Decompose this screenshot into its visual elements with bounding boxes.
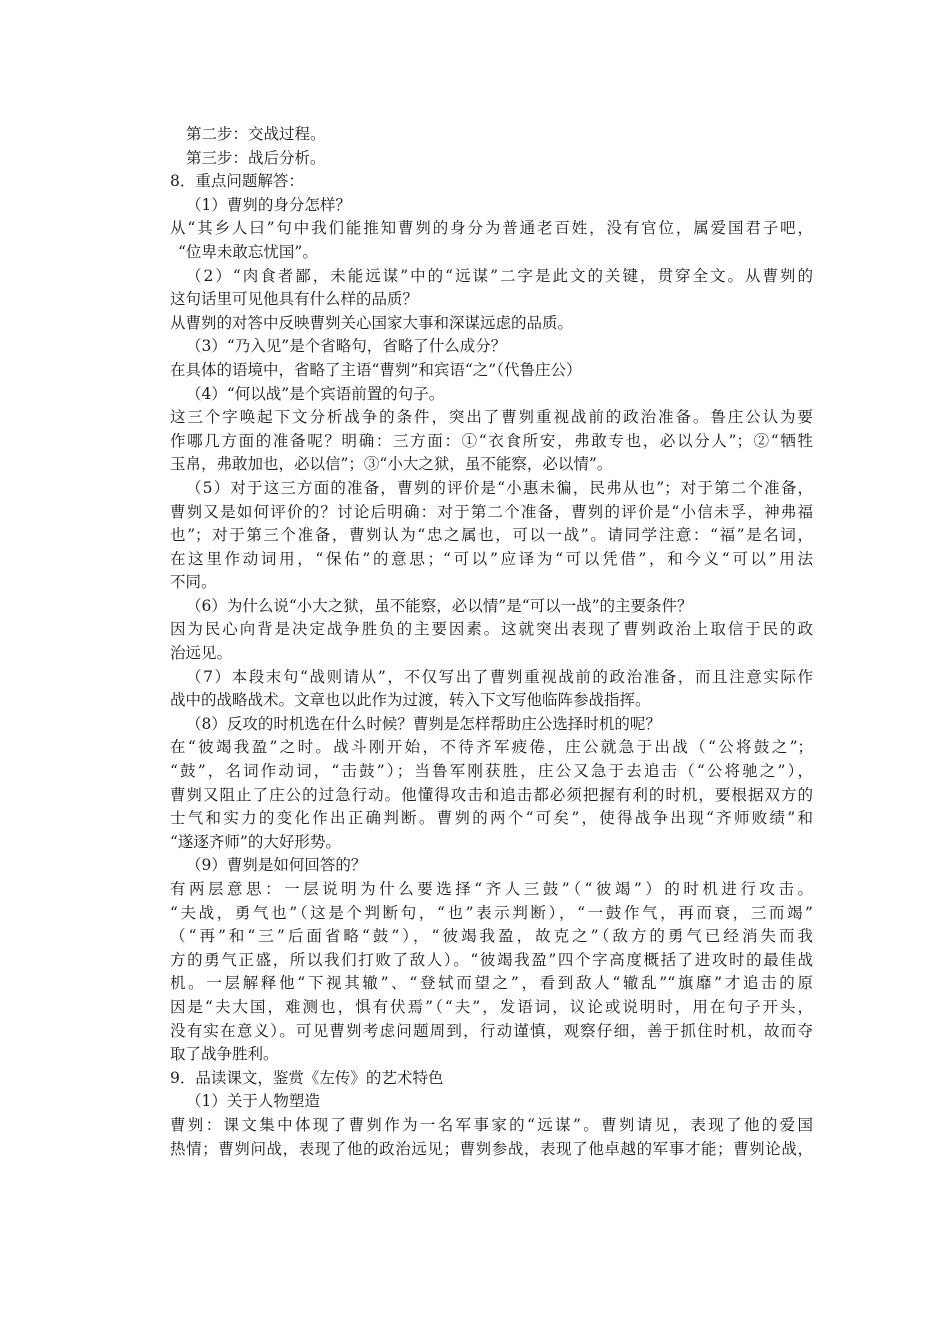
text-line: “鼓”，名词作动词，“击鼓”）；当鲁军刚获胜，庄公又急于去追击（“公将驰之”）， <box>170 762 813 781</box>
text-line: 治远见。 <box>170 644 233 663</box>
question-line: （8）反攻的时机选在什么时候？曹刿是怎样帮助庄公选择时机的呢？ <box>186 714 661 733</box>
text-line: 从“其乡人曰”句中我们能推知曹刿的身分为普通老百姓，没有官位，属爱国君子吧， <box>170 219 813 238</box>
text-line: 在这里作动词用，“保佑”的意思；“可以”应译为“可以凭借”，和今义“可以”用法 <box>170 549 813 568</box>
text-line: 也”；对于第三个准备，曹刿认为“忠之属也，可以一战”。请同学注意：“福”是名词， <box>170 526 813 545</box>
text-line: 热情；曹刿问战，表现了他的政治远见；曹刿参战，表现了他卓越的军事才能；曹刿论战， <box>170 1139 813 1158</box>
question-line: （1）曹刿的身分怎样？ <box>186 195 351 214</box>
section-heading: 8．重点问题解答： <box>170 172 304 191</box>
text-line: 机。一层解释他“下视其辙”、“登轼而望之”，看到敌人“辙乱”“旗靡”才追击的原 <box>170 974 813 993</box>
text-line: 在具体的语境中，省略了主语“曹刿”和宾语“之”（代鲁庄公） <box>170 360 582 379</box>
text-line: 战中的战略战术。文章也以此作为过渡，转入下文写他临阵参战指挥。 <box>170 691 651 710</box>
text-line: 有两层意思：一层说明为什么要选择“齐人三鼓”（“彼竭”）的时机进行攻击。 <box>170 880 813 898</box>
section-heading: 9．品读课文，鉴赏《左传》的艺术特色 <box>170 1068 444 1087</box>
text-line: 因是“夫大国，难测也，惧有伏焉”（“夫”，发语词，议论或说明时，用在句子开头， <box>170 997 813 1016</box>
question-line: （5）对于这三方面的准备，曹刿的评价是“小惠未徧，民弗从也”；对于第二个准备， <box>186 478 813 497</box>
text-line: 第二步：交战过程。 <box>186 125 326 143</box>
text-line: 方的勇气正盛，所以我们打败了敌人）。“彼竭我盈”四个字高度概括了进攻时的最佳战 <box>170 950 813 969</box>
text-line: 没有实在意义）。可见曹刿考虑问题周到，行动谨慎，观察仔细，善于抓住时机，故而夺 <box>170 1021 813 1040</box>
text-line: 第三步：战后分析。 <box>186 148 326 167</box>
text-line: 曹刿又是如何评价的？讨论后明确：对于第二个准备，曹刿的评价是“小信未孚，神弗福 <box>170 502 813 521</box>
subsection-heading: （1）关于人物塑造 <box>186 1092 320 1111</box>
text-line: 这三个字唤起下文分析战争的条件，突出了曹刿重视战前的政治准备。鲁庄公认为要 <box>170 408 813 427</box>
question-line: （2）“肉食者鄙，未能远谋”中的“远谋”二字是此文的关键，贯穿全文。从曹刿的 <box>186 266 813 285</box>
text-line: 不同。 <box>170 573 217 592</box>
question-line: （9）曹刿是如何回答的？ <box>186 856 367 875</box>
question-line: （3）“乃入见”是个省略句，省略了什么成分？ <box>186 337 507 356</box>
text-line: 士气和实力的变化作出正确判断。曹刿的两个“可矣”，使得战争出现“齐师败绩”和 <box>170 809 813 828</box>
text-line: 因为民心向背是决定战争胜负的主要因素。这就突出表现了曹刿政治上取信于民的政 <box>170 620 813 639</box>
text-line: （“再”和“三”后面省略“鼓”），“彼竭我盈，故克之”（敌方的勇气已经消失而我 <box>170 927 813 946</box>
question-line: （4）“何以战”是个宾语前置的句子。 <box>186 384 445 403</box>
question-line: （6）为什么说“小大之狱，虽不能察，必以情”是“可以一战”的主要条件？ <box>186 596 693 615</box>
text-line: 作哪几方面的准备呢？明确：三方面：①“衣食所安，弗敢专也，必以分人”；②“牺牲 <box>170 431 813 450</box>
text-line: 曹刿又阻止了庄公的过急行动。他懂得攻击和追击都必须把握有利的时机，要根据双方的 <box>170 785 813 804</box>
text-line: “位卑未敢忘忧国”。 <box>178 242 318 261</box>
text-line: 取了战争胜利。 <box>170 1045 279 1064</box>
text-line: “遂逐齐师”的大好形势。 <box>170 832 341 851</box>
text-line: 玉帛，弗敢加也，必以信”；③“小大之狱，虽不能察，必以情”。 <box>170 455 613 474</box>
document-page <box>170 123 813 1161</box>
text-line: “夫战，勇气也”（这是个判断句，“也”表示判断），“一鼓作气，再而衰，三而竭” <box>170 903 813 922</box>
text-line: 在“彼竭我盈”之时。战斗刚开始，不待齐军疲倦，庄公就急于出战（“公将鼓之”； <box>170 738 813 757</box>
text-line: 曹刿：课文集中体现了曹刿作为一名军事家的“远谋”。曹刿请见，表现了他的爱国 <box>170 1115 813 1134</box>
text-line: 从曹刿的对答中反映曹刿关心国家大事和深谋远虑的品质。 <box>170 313 574 332</box>
text-line: 这句话里可见他具有什么样的品质？ <box>170 290 419 309</box>
question-line: （7）本段末句“战则请从”，不仅写出了曹刿重视战前的政治准备，而且注意实际作 <box>186 667 813 686</box>
